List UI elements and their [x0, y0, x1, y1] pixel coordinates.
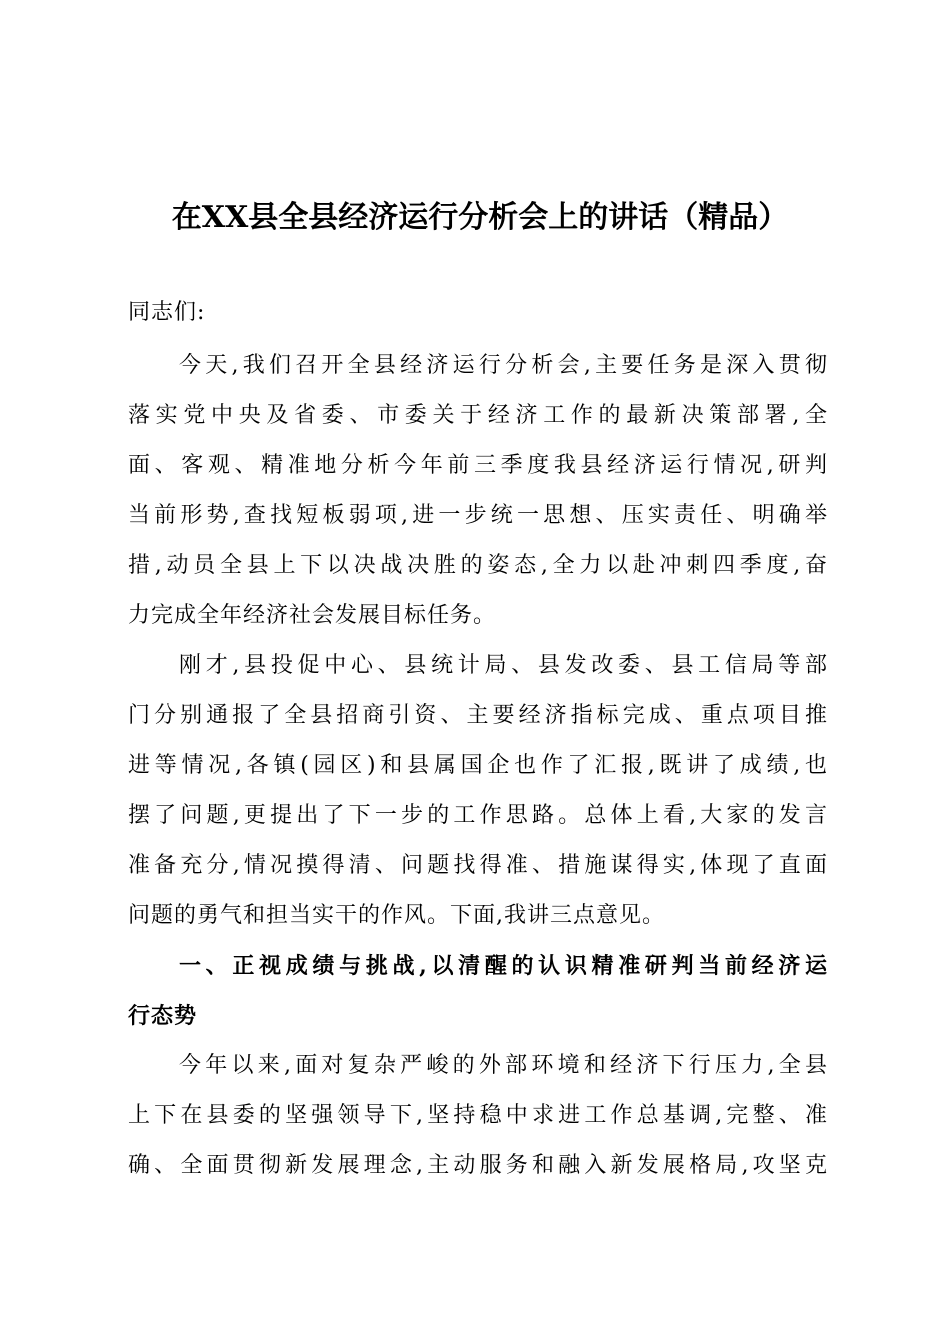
paragraph-line: 上下在县委的坚强领导下,坚持稳中求进工作总基调,完整、准	[128, 1103, 828, 1128]
paragraph-line: 刚才,县投促中心、县统计局、县发改委、县工信局等部	[179, 653, 828, 678]
paragraph-line: 措,动员全县上下以决战决胜的姿态,全力以赴冲刺四季度,奋	[128, 553, 828, 578]
paragraph-line: 力完成全年经济社会发展目标任务。	[128, 603, 497, 628]
paragraph-line: 落实党中央及省委、市委关于经济工作的最新决策部署,全	[128, 403, 828, 428]
paragraph-line: 问题的勇气和担当实干的作风。下面,我讲三点意见。	[128, 903, 665, 928]
document-title: 在XX县全县经济运行分析会上的讲话（精品）	[171, 200, 789, 235]
paragraph-line: 进等情况,各镇(园区)和县属国企也作了汇报,既讲了成绩,也	[128, 753, 828, 778]
salutation: 同志们:	[128, 300, 206, 325]
paragraph-line: 摆了问题,更提出了下一步的工作思路。总体上看,大家的发言	[128, 803, 828, 828]
paragraph-line: 今年以来,面对复杂严峻的外部环境和经济下行压力,全县	[179, 1053, 828, 1078]
paragraph-line: 确、全面贯彻新发展理念,主动服务和融入新发展格局,攻坚克	[128, 1153, 828, 1178]
paragraph-line: 今天,我们召开全县经济运行分析会,主要任务是深入贯彻	[179, 353, 828, 378]
paragraph-line: 准备充分,情况摸得清、问题找得准、措施谋得实,体现了直面	[128, 853, 828, 878]
paragraph-line: 当前形势,查找短板弱项,进一步统一思想、压实责任、明确举	[128, 503, 828, 528]
paragraph-line: 面、客观、精准地分析今年前三季度我县经济运行情况,研判	[128, 453, 828, 478]
paragraph-line: 门分别通报了全县招商引资、主要经济指标完成、重点项目推	[128, 703, 828, 728]
section-heading-line: 行态势	[128, 1003, 198, 1029]
section-heading-line: 一、正视成绩与挑战,以清醒的认识精准研判当前经济运	[179, 953, 828, 979]
